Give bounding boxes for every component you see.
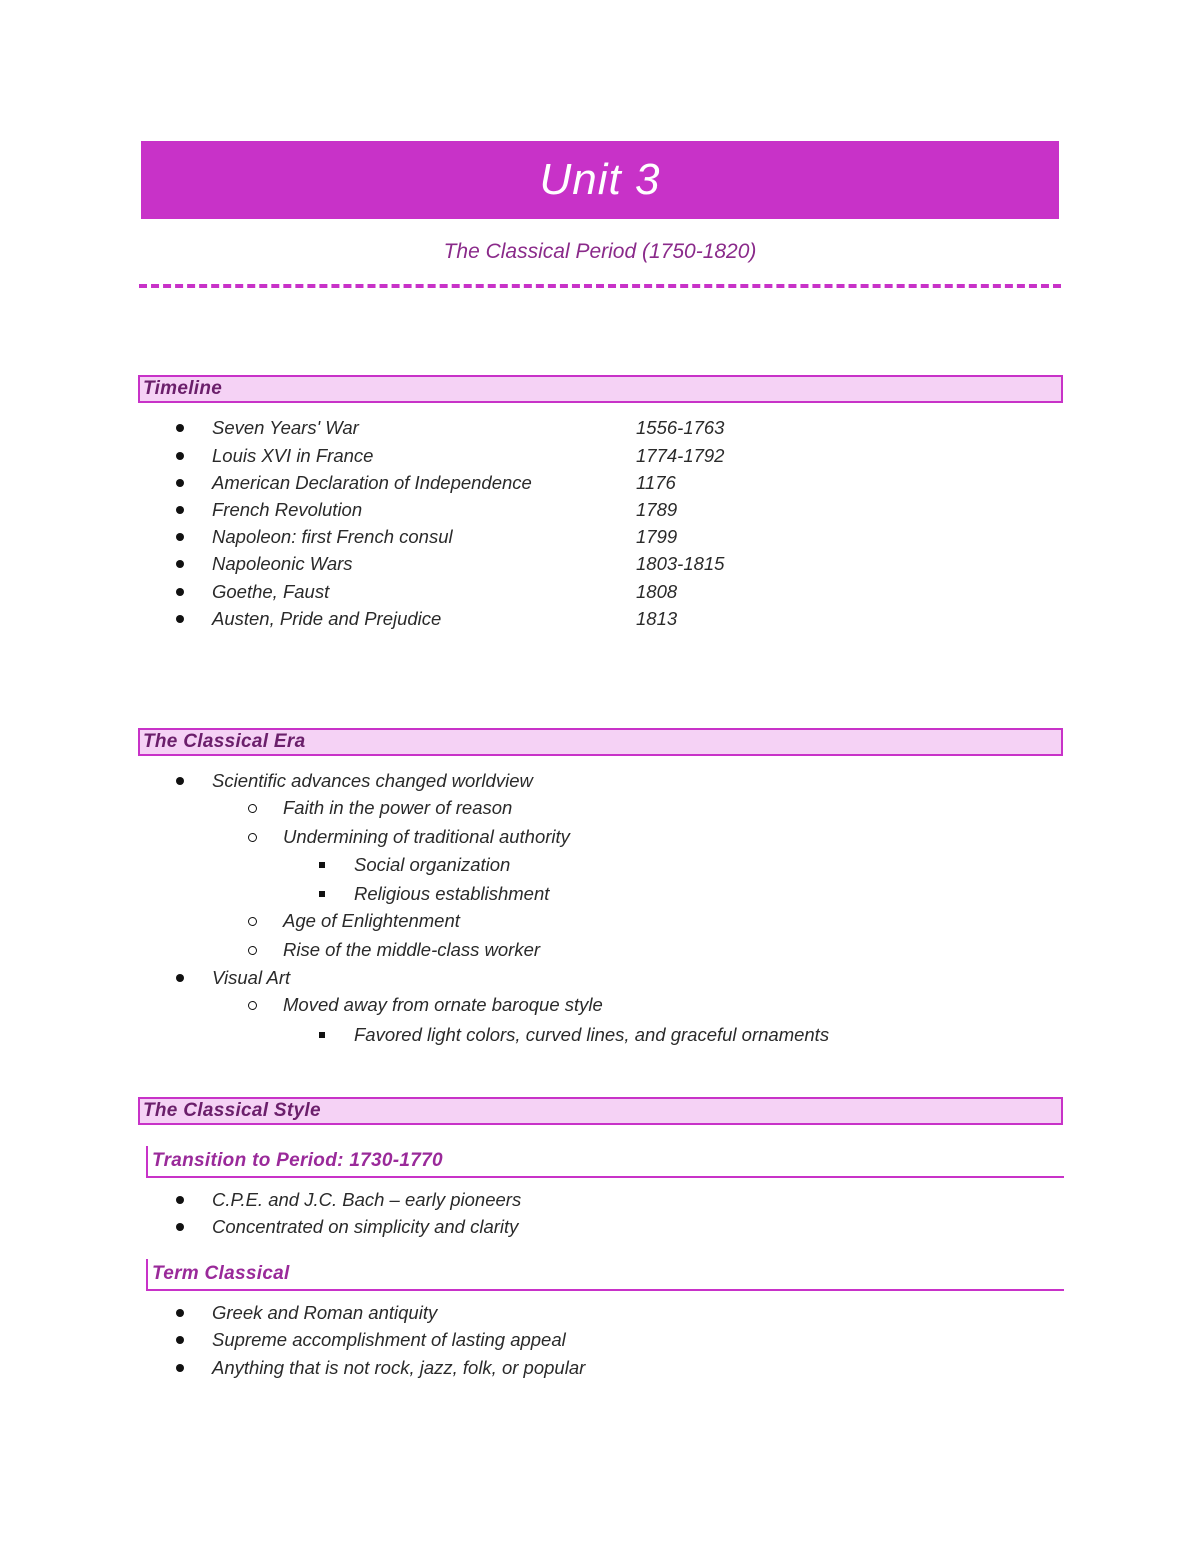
list-item-text: American Declaration of Independence	[212, 472, 532, 493]
list-item-text: Goethe, Faust	[212, 581, 330, 602]
list-item-text: Austen, Pride and Prejudice	[212, 608, 442, 629]
list-item	[0, 579, 1200, 605]
list-item	[0, 852, 1200, 878]
subheader-title: Term Classical	[152, 1263, 290, 1284]
bullet-circle-icon	[248, 917, 257, 926]
bullet-disc-icon	[176, 1223, 184, 1231]
bullet-disc-icon	[176, 1364, 184, 1372]
section-header-classical-style	[138, 1097, 1063, 1125]
page-title: Unit 3	[539, 155, 661, 204]
bullet-disc-icon	[176, 1196, 184, 1204]
list-item	[0, 551, 1200, 577]
timeline-date: 1789	[636, 499, 678, 520]
bullet-disc-icon	[176, 974, 184, 982]
list-item-text: Faith in the power of reason	[283, 797, 513, 818]
list-item	[0, 1187, 1200, 1213]
bullet-disc-icon	[176, 424, 184, 432]
list-item	[0, 824, 1200, 850]
list-item	[0, 1355, 1200, 1381]
list-item-text: Visual Art	[212, 967, 291, 988]
bullet-square-icon	[319, 891, 325, 897]
bullet-circle-icon	[248, 833, 257, 842]
list-item	[0, 497, 1200, 523]
bullet-disc-icon	[176, 506, 184, 514]
list-item	[0, 1300, 1200, 1326]
timeline-date: 1556-1763	[636, 417, 725, 438]
bullet-disc-icon	[176, 615, 184, 623]
page-subtitle: The Classical Period (1750-1820)	[443, 240, 757, 263]
subheader-title: Transition to Period: 1730-1770	[152, 1150, 443, 1171]
list-item	[0, 908, 1200, 934]
bullet-disc-icon	[176, 560, 184, 568]
list-item-text: Louis XVI in France	[212, 445, 374, 466]
list-item	[0, 881, 1200, 907]
list-item	[0, 606, 1200, 632]
title-banner	[141, 141, 1059, 219]
section-header-classical-era	[138, 728, 1063, 756]
timeline-date: 1813	[636, 608, 678, 629]
list-item	[0, 1214, 1200, 1240]
list-item	[0, 443, 1200, 469]
list-item-text: Anything that is not rock, jazz, folk, or popular	[212, 1357, 586, 1378]
timeline-date: 1774-1792	[636, 445, 725, 466]
list-item	[0, 768, 1200, 794]
list-item-text: Napoleon: first French consul	[212, 526, 453, 547]
bullet-square-icon	[319, 1032, 325, 1038]
section-header-timeline	[138, 375, 1063, 403]
list-item	[0, 795, 1200, 821]
list-item-text: Concentrated on simplicity and clarity	[212, 1216, 519, 1237]
list-item-text: Napoleonic Wars	[212, 553, 353, 574]
subheader-term-classical	[146, 1259, 1064, 1291]
list-item	[0, 470, 1200, 496]
list-item	[0, 937, 1200, 963]
subtitle-divider	[139, 284, 1061, 288]
bullet-disc-icon	[176, 1336, 184, 1344]
section-title: The Classical Style	[143, 1100, 321, 1121]
list-item	[0, 1022, 1200, 1048]
list-item-text: French Revolution	[212, 499, 363, 520]
bullet-circle-icon	[248, 946, 257, 955]
bullet-disc-icon	[176, 479, 184, 487]
list-item	[0, 1327, 1200, 1353]
list-item-text: Seven Years' War	[212, 417, 359, 438]
list-item-text: Rise of the middle-class worker	[283, 939, 541, 960]
list-item-text: Undermining of traditional authority	[283, 826, 570, 847]
list-item-text: Moved away from ornate baroque style	[283, 994, 603, 1015]
list-item	[0, 415, 1200, 441]
list-item-text: Favored light colors, curved lines, and graceful ornaments	[354, 1024, 830, 1045]
bullet-circle-icon	[248, 804, 257, 813]
list-item	[0, 965, 1200, 991]
timeline-date: 1799	[636, 526, 678, 547]
list-item	[0, 992, 1200, 1018]
list-item-text: Supreme accomplishment of lasting appeal	[212, 1329, 566, 1350]
list-item-text: Social organization	[354, 854, 511, 875]
list-item-text: Scientific advances changed worldview	[212, 770, 533, 791]
list-item-text: Greek and Roman antiquity	[212, 1302, 438, 1323]
timeline-date: 1803-1815	[636, 553, 725, 574]
bullet-circle-icon	[248, 1001, 257, 1010]
section-title: The Classical Era	[143, 731, 306, 752]
bullet-disc-icon	[176, 777, 184, 785]
timeline-date: 1176	[636, 472, 676, 493]
list-item-text: Age of Enlightenment	[283, 910, 460, 931]
bullet-disc-icon	[176, 533, 184, 541]
bullet-disc-icon	[176, 452, 184, 460]
section-title: Timeline	[143, 378, 223, 399]
list-item-text: Religious establishment	[354, 883, 550, 904]
bullet-disc-icon	[176, 588, 184, 596]
bullet-disc-icon	[176, 1309, 184, 1317]
timeline-date: 1808	[636, 581, 678, 602]
bullet-square-icon	[319, 862, 325, 868]
list-item	[0, 524, 1200, 550]
list-item-text: C.P.E. and J.C. Bach – early pioneers	[212, 1189, 522, 1210]
subheader-transition	[146, 1146, 1064, 1178]
